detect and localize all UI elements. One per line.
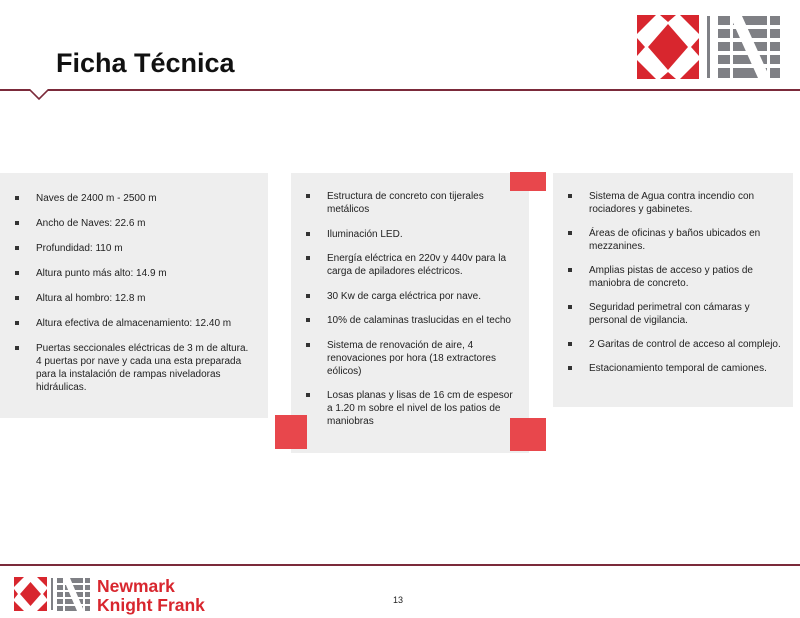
list-item-text: 2 Garitas de control de acceso al complejo. [589, 339, 781, 350]
list-item-text: Áreas de oficinas y baños ubicados en mezzanines. [589, 228, 761, 252]
bullet-icon [15, 271, 19, 275]
specs-panel-dimensions [0, 173, 268, 418]
bullet-icon [15, 346, 19, 350]
bullet-icon [306, 318, 310, 322]
bullet-icon [15, 321, 19, 325]
list-item [10, 242, 256, 255]
bullet-icon [306, 194, 310, 198]
bullet-icon [15, 296, 19, 300]
bullet-icon [15, 221, 19, 225]
list-item-text: Altura al hombro: 12.8 m [36, 293, 146, 304]
list-item-text: Naves de 2400 m - 2500 m [36, 193, 157, 204]
bullet-icon [568, 305, 572, 309]
page-title: Ficha Técnica [56, 48, 235, 78]
header-divider [0, 89, 800, 91]
list-item [563, 301, 785, 327]
list-item [10, 217, 256, 230]
brand-name [97, 577, 205, 615]
list-item [563, 264, 785, 290]
bullet-icon [568, 231, 572, 235]
list-item-text: Altura efectiva de almacenamiento: 12.40 m [36, 318, 232, 329]
list-item [301, 252, 519, 278]
bullet-icon [306, 393, 310, 397]
list-item-text: Puertas seccionales eléctricas de 3 m de altura. 4 puertas por nave y cada una esta preparada para la instalación de rampas niveladoras hidráulicas. [36, 343, 249, 393]
list-item [301, 228, 519, 241]
list-item-text: Amplias pistas de acceso y patios de maniobra de concreto. [589, 265, 753, 289]
bullet-icon [568, 342, 572, 346]
list-item-text: Ancho de Naves: 22.6 m [36, 218, 146, 229]
footer-divider [0, 564, 800, 566]
bullet-icon [306, 232, 310, 236]
page-number: 13 [393, 595, 404, 605]
list-item [563, 338, 785, 351]
specs-panel-services [553, 173, 793, 407]
accent-square-top [510, 172, 546, 191]
list-item-text: Energía eléctrica en 220v y 440v para la carga de apiladores eléctricos. [327, 253, 506, 277]
list-item [10, 192, 256, 205]
bullet-icon [568, 268, 572, 272]
list-item-text: Losas planas y lisas de 16 cm de espesor a 1.20 m sobre el nivel de los patios de maniobras [327, 390, 513, 427]
list-item [10, 317, 256, 330]
header-divider-notch [29, 89, 49, 101]
list-item-text: Seguridad perimetral con cámaras y personal de vigilancia. [589, 302, 750, 326]
list-item [563, 190, 785, 216]
list-item-text: 30 Kw de carga eléctrica por nave. [327, 290, 481, 302]
brand-line-2: Knight Frank [97, 595, 205, 615]
list-item [301, 339, 519, 378]
list-item-text: Iluminación LED. [327, 228, 403, 240]
bullet-icon [306, 294, 310, 298]
list-item-text: Profundidad: 110 m [36, 243, 123, 254]
specs-panel-structure [291, 173, 529, 453]
list-item-text: Estacionamiento temporal de camiones. [589, 363, 767, 374]
list-item [301, 389, 519, 428]
bullet-icon [15, 196, 19, 200]
list-item [301, 190, 519, 216]
list-item [301, 290, 519, 303]
list-item-text: Altura punto más alto: 14.9 m [36, 268, 167, 279]
list-item [10, 267, 256, 280]
list-item [563, 227, 785, 253]
accent-square-bottom-left [275, 415, 307, 449]
bullet-icon [568, 194, 572, 198]
list-item [301, 314, 519, 327]
bullet-icon [15, 246, 19, 250]
accent-square-bottom-right [510, 418, 546, 451]
list-item-text: 10% de calaminas traslucidas en el techo [327, 315, 511, 326]
bullet-icon [306, 256, 310, 260]
footer-logo-icon [14, 577, 92, 616]
bullet-icon [568, 366, 572, 370]
list-item-text: Sistema de Agua contra incendio con rociadores y gabinetes. [589, 191, 755, 215]
bullet-icon [306, 343, 310, 347]
list-item [10, 342, 256, 394]
brand-line-1: Newmark [97, 576, 175, 596]
list-item [10, 292, 256, 305]
list-item [563, 362, 785, 375]
list-item-text: Sistema de renovación de aire, 4 renovaciones por hora (18 extractores eólicos) [327, 339, 496, 377]
newmark-logo-icon [636, 14, 782, 85]
list-item-text: Estructura de concreto con tijerales metálicos [327, 191, 484, 215]
